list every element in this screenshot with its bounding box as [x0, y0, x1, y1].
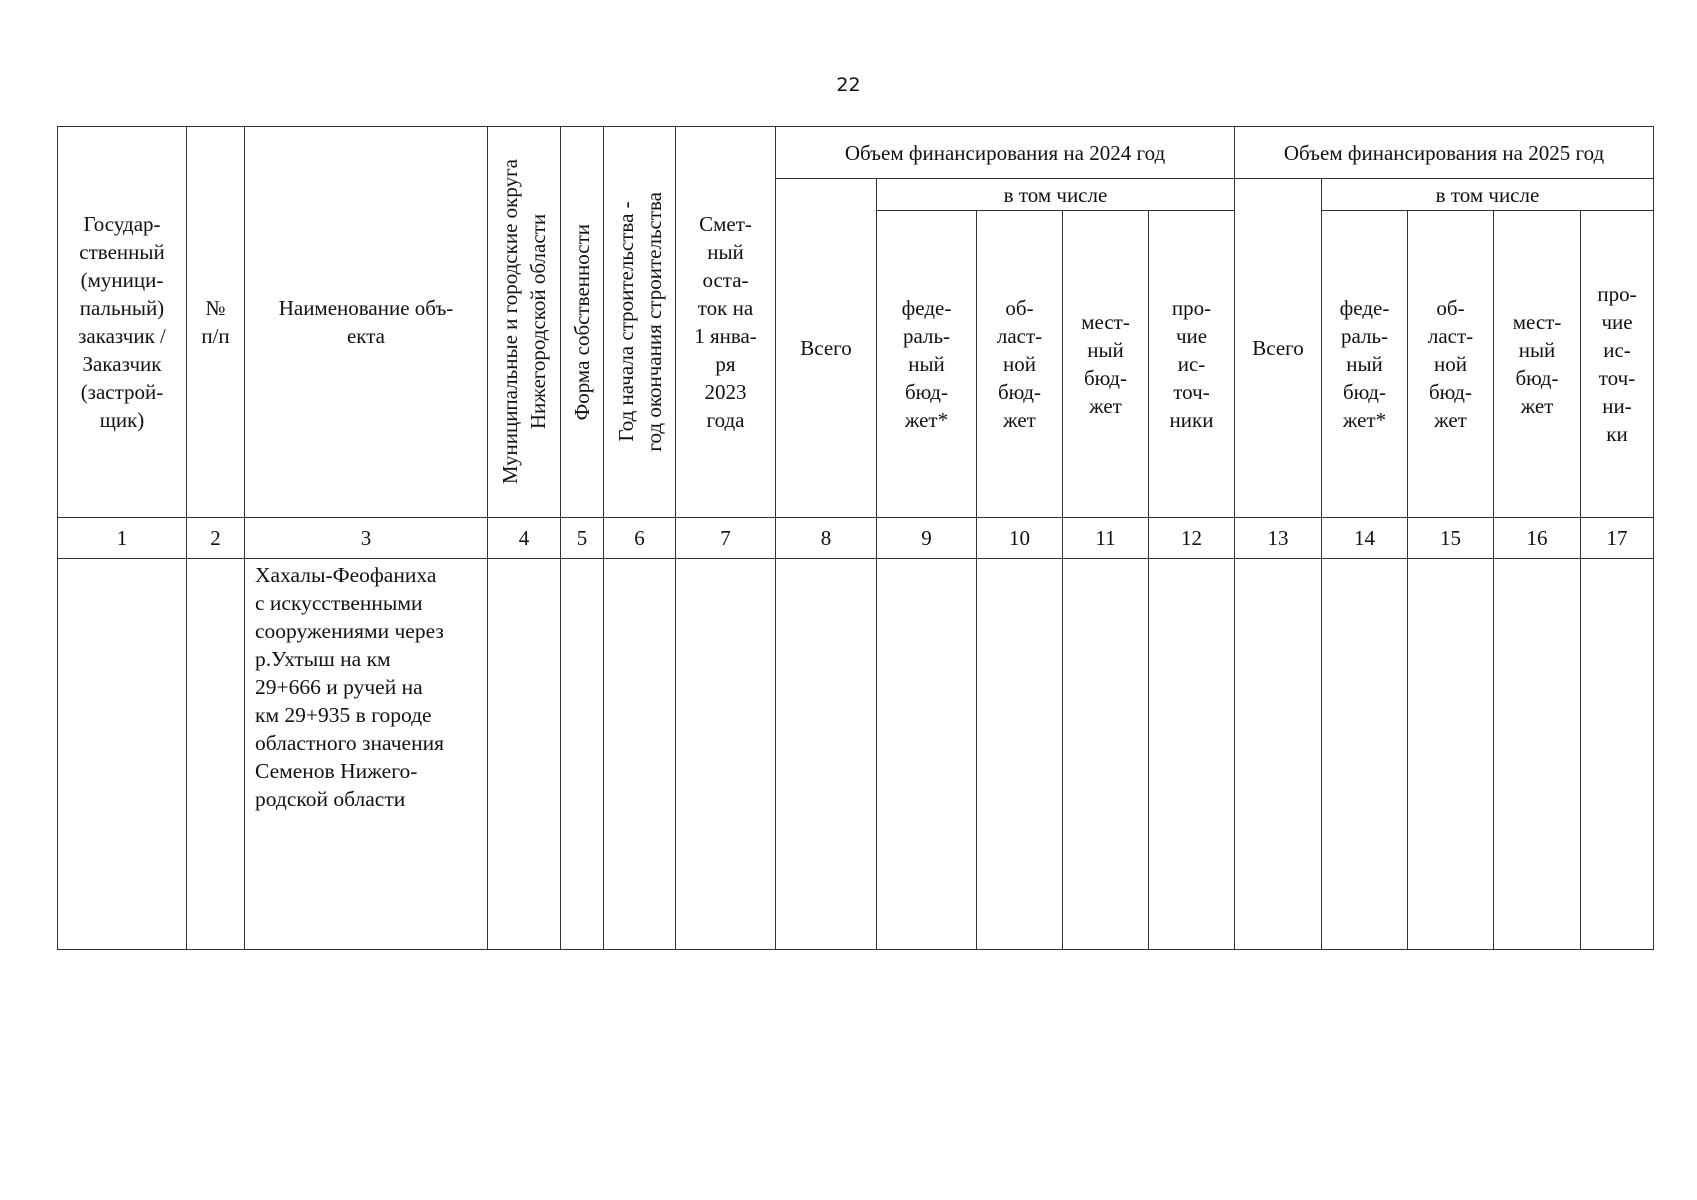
column-number: 17	[1581, 518, 1654, 559]
cell-estimate	[676, 559, 776, 950]
header-funding-2024: Объем финансирования на 2024 год	[776, 127, 1235, 179]
cell-local-2025	[1494, 559, 1581, 950]
cell-years	[604, 559, 676, 950]
header-object-name: Наименование объ- екта	[245, 127, 488, 518]
header-estimate: Смет- ный оста- ток на 1 янва- ря 2023 года	[676, 127, 776, 518]
cell-regional-2025	[1408, 559, 1494, 950]
header-other-2025: про- чие ис- точ- ни- ки	[1581, 211, 1654, 518]
column-number: 14	[1322, 518, 1408, 559]
cell-object-name: Хахалы-Феофаниха с искусственными сооружениями через р.Ухтыш на км 29+666 и ручей на км 29+935 в городе областного значения Семенов Нижего- родской области	[245, 559, 488, 950]
column-number: 5	[561, 518, 604, 559]
construction-objects-table	[57, 126, 1654, 950]
cell-number	[187, 559, 245, 950]
column-number: 7	[676, 518, 776, 559]
column-number: 10	[977, 518, 1063, 559]
cell-local-2024	[1063, 559, 1149, 950]
column-number: 4	[488, 518, 561, 559]
column-number: 1	[58, 518, 187, 559]
cell-federal-2025	[1322, 559, 1408, 950]
column-number: 9	[877, 518, 977, 559]
column-number: 8	[776, 518, 877, 559]
column-number: 6	[604, 518, 676, 559]
cell-customer	[58, 559, 187, 950]
header-federal-2025: феде- раль- ный бюд- жет*	[1322, 211, 1408, 518]
column-number-row	[58, 518, 1654, 559]
header-regional-2025: об- ласт- ной бюд- жет	[1408, 211, 1494, 518]
table-row	[58, 559, 1654, 950]
cell-federal-2024	[877, 559, 977, 950]
header-ownership: Форма собственности	[561, 127, 604, 518]
column-number: 11	[1063, 518, 1149, 559]
header-including-2025: в том числе	[1322, 179, 1654, 211]
header-customer: Государ- ственный (муници- пальный) заказчик / Заказчик (застрой- щик)	[58, 127, 187, 518]
header-other-2024: про- чие ис- точ- ники	[1149, 211, 1235, 518]
page-number: 22	[836, 74, 861, 96]
header-including-2024: в том числе	[877, 179, 1235, 211]
header-districts: Муниципальные и городские округа Нижегородской области	[488, 127, 561, 518]
cell-total-2025	[1235, 559, 1322, 950]
column-number: 15	[1408, 518, 1494, 559]
column-number: 13	[1235, 518, 1322, 559]
header-row-1	[58, 127, 1654, 179]
header-number: № п/п	[187, 127, 245, 518]
header-total-2025: Всего	[1235, 179, 1322, 518]
header-years: Год начала строительства - год окончания строительства	[604, 127, 676, 518]
cell-regional-2024	[977, 559, 1063, 950]
cell-other-2024	[1149, 559, 1235, 950]
cell-other-2025	[1581, 559, 1654, 950]
cell-districts	[488, 559, 561, 950]
header-total-2024: Всего	[776, 179, 877, 518]
header-federal-2024: феде- раль- ный бюд- жет*	[877, 211, 977, 518]
column-number: 16	[1494, 518, 1581, 559]
cell-total-2024	[776, 559, 877, 950]
column-number: 2	[187, 518, 245, 559]
column-number: 12	[1149, 518, 1235, 559]
cell-ownership	[561, 559, 604, 950]
header-local-2025: мест- ный бюд- жет	[1494, 211, 1581, 518]
header-local-2024: мест- ный бюд- жет	[1063, 211, 1149, 518]
column-number: 3	[245, 518, 488, 559]
header-funding-2025: Объем финансирования на 2025 год	[1235, 127, 1654, 179]
header-regional-2024: об- ласт- ной бюд- жет	[977, 211, 1063, 518]
